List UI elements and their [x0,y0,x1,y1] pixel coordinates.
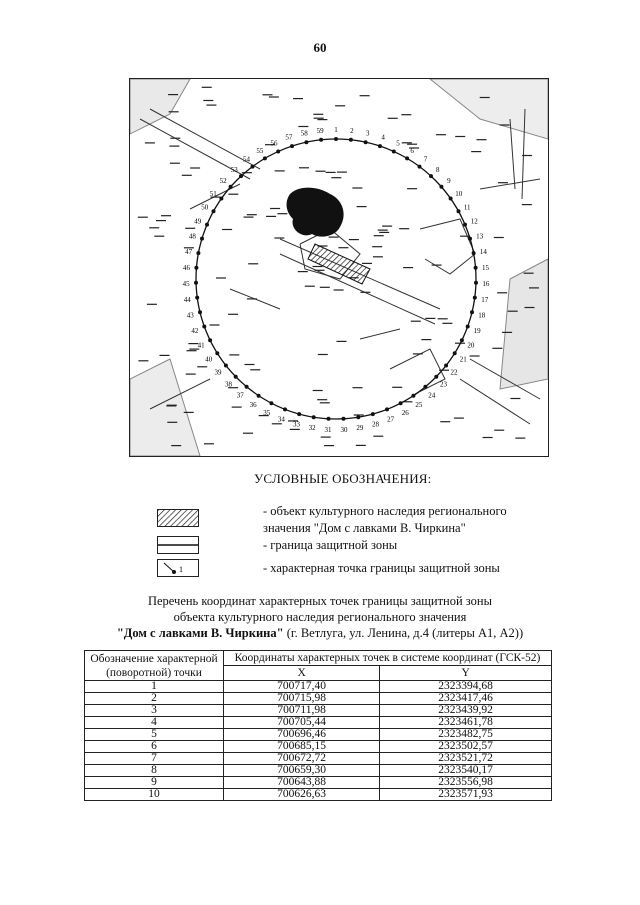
table-cell-y: 2323461,78 [380,717,552,729]
table-cell-y: 2323482,75 [380,729,552,741]
boundary-point-marker [196,251,200,255]
boundary-point-marker [468,237,472,241]
boundary-point-label: 23 [440,380,447,389]
table-cell-x: 700643,88 [224,777,380,789]
boundary-point-marker [474,281,478,285]
boundary-point-marker [356,415,360,419]
boundary-point-marker [198,310,202,314]
table-cell-x: 700685,15 [224,741,380,753]
boundary-point-marker [444,364,448,368]
boundary-point-label: 16 [482,280,490,288]
boundary-point-marker [399,401,403,405]
boundary-point-label: 41 [197,341,205,350]
boundary-point-label: 15 [482,264,489,272]
col-coordinates-header: Координаты характерных точек в системе координат (ГСК-52) [224,651,552,666]
table-cell-n: 7 [85,753,224,765]
table-cell-x: 700717,40 [224,681,380,693]
boundary-point-marker [472,251,476,255]
boundary-point-label: 48 [188,232,196,241]
table-cell-n: 4 [85,717,224,729]
legend-text-point: - характерная точка границы защитной зоны [263,561,500,575]
boundary-point-marker [290,144,294,148]
table-row [85,717,552,729]
table-cell-x: 700715,98 [224,693,380,705]
boundary-point-label: 19 [473,326,481,335]
boundary-point-label: 57 [285,133,293,142]
boundary-point-label: 25 [415,401,423,409]
boundary-point-marker [304,140,308,144]
boundary-point-label: 59 [316,126,324,135]
table-cell-x: 700626,63 [224,789,380,801]
boundary-point-label: 27 [387,415,395,424]
boundary-point-marker [423,385,427,389]
boundary-point-marker [283,407,287,411]
table-caption [0,593,640,641]
legend-text-boundary: - граница защитной зоны [263,538,398,552]
caption-address: (г. Ветлуга, ул. Ленина, д.4 (литеры А1, А2)) [283,626,524,640]
boundary-point-marker [418,165,422,169]
table-cell-x: 700659,30 [224,765,380,777]
col-y-header: Y [380,666,552,681]
boundary-point-label: 9 [447,177,451,186]
boundary-point-label: 1 [334,126,338,134]
table-row [85,765,552,777]
point-marker-label: 1 [179,565,183,574]
table-cell-x: 700696,46 [224,729,380,741]
boundary-point-marker [463,223,467,227]
table-row [85,777,552,789]
boundary-point-marker [385,407,389,411]
boundary-point-label: 35 [263,409,271,418]
boundary-point-label: 31 [324,425,332,434]
boundary-point-label: 20 [467,341,475,350]
boundary-point-marker [212,209,216,213]
boundary-point-label: 32 [308,424,316,433]
table-cell-x: 700705,44 [224,717,380,729]
boundary-point-label: 6 [410,146,414,155]
boundary-point-label: 17 [481,295,489,304]
boundary-point-label: 34 [277,415,285,424]
boundary-point-label: 45 [182,280,190,288]
table-row [85,753,552,765]
map-svg [130,79,548,456]
table-cell-y: 2323556,98 [380,777,552,789]
table-cell-n: 1 [85,681,224,693]
boundary-point-marker [194,266,198,270]
table-cell-x: 700672,72 [224,753,380,765]
table-row [85,729,552,741]
boundary-point-label: 51 [209,189,217,198]
boundary-point-label: 47 [185,248,193,257]
boundary-point-marker [219,197,223,201]
table-cell-x: 700711,98 [224,705,380,717]
boundary-point-label: 5 [396,139,400,148]
boundary-point-label: 37 [236,391,244,400]
table-cell-y: 2323439,92 [380,705,552,717]
boundary-point-label: 50 [201,203,209,212]
col-point-header: Обозначение характерной (поворотной) точки [85,651,224,681]
page-number: 60 [313,40,327,55]
boundary-point-label: 52 [219,177,227,186]
boundary-point-label: 21 [459,355,467,364]
table-cell-n: 9 [85,777,224,789]
boundary-line-icon [157,536,199,554]
boundary-point-marker [378,144,382,148]
boundary-point-marker [470,310,474,314]
boundary-point-marker [466,325,470,329]
table-row [85,693,552,705]
boundary-point-label: 13 [476,232,484,241]
boundary-point-label: 55 [256,146,264,155]
boundary-point-marker [234,375,238,379]
boundary-point-marker [245,385,249,389]
point-marker-icon [157,559,199,577]
table-cell-y: 2323540,17 [380,765,552,777]
hatched-box-icon [157,509,199,527]
boundary-point-marker [429,174,433,178]
boundary-point-label: 26 [401,409,409,418]
boundary-point-label: 24 [428,391,436,400]
boundary-point-marker [205,223,209,227]
protection-zone-map [129,78,549,457]
caption-line-3 [0,625,640,641]
boundary-point-label: 14 [479,248,487,257]
table-cell-n: 10 [85,789,224,801]
boundary-point-label: 29 [356,424,364,433]
boundary-point-label: 33 [293,420,300,429]
boundary-point-marker [392,150,396,154]
boundary-point-label: 54 [243,155,250,164]
table-cell-y: 2323521,72 [380,753,552,765]
boundary-point-label: 53 [230,165,238,174]
boundary-point-marker [457,209,461,213]
table-row [85,705,552,717]
boundary-point-label: 7 [423,155,428,164]
boundary-point-label: 2 [350,126,354,135]
boundary-point-label: 39 [214,368,222,377]
boundary-point-marker [208,338,212,342]
boundary-point-marker [297,412,301,416]
boundary-point-marker [460,338,464,342]
boundary-point-label: 46 [183,264,190,272]
boundary-point-label: 11 [463,203,471,212]
boundary-point-marker [334,137,338,141]
boundary-point-marker [195,296,199,300]
boundary-point-marker [276,150,280,154]
table-cell-y: 2323502,57 [380,741,552,753]
boundary-point-marker [239,174,243,178]
boundary-point-label: 28 [372,420,379,429]
table-cell-n: 8 [85,765,224,777]
boundary-point-marker [312,415,316,419]
boundary-point-label: 56 [270,139,278,148]
boundary-point-marker [473,296,477,300]
table-row [85,741,552,753]
boundary-point-label: 42 [191,326,199,335]
caption-line-2: объекта культурного наследия регионального значения [173,610,467,624]
boundary-point-label: 36 [249,401,257,409]
boundary-point-label: 44 [183,295,191,304]
boundary-point-marker [224,364,228,368]
boundary-point-label: 18 [478,311,486,320]
boundary-point-marker [405,156,409,160]
boundary-point-label: 8 [435,165,440,174]
boundary-point-marker [411,394,415,398]
boundary-point-marker [449,197,453,201]
boundary-point-marker [269,401,273,405]
table-cell-y: 2323394,68 [380,681,552,693]
boundary-point-label: 22 [450,368,458,377]
boundary-point-marker [215,351,219,355]
boundary-point-marker [251,165,255,169]
boundary-point-label: 43 [186,311,194,320]
boundary-point-marker [200,237,204,241]
boundary-point-label: 3 [365,129,370,138]
boundary-point-marker [263,156,267,160]
boundary-point-marker [371,412,375,416]
boundary-point-marker [319,138,323,142]
boundary-point-marker [327,417,331,421]
table-row [85,789,552,801]
legend-title: УСЛОВНЫЕ ОБОЗНАЧЕНИЯ: [254,471,432,486]
boundary-point-marker [349,138,353,142]
boundary-point-marker [194,281,198,285]
table-cell-n: 2 [85,693,224,705]
table-cell-n: 3 [85,705,224,717]
boundary-point-marker [342,417,346,421]
boundary-point-label: 4 [381,133,385,142]
caption-object-name: "Дом с лавками В. Чиркина" [116,626,284,640]
boundary-point-marker [474,266,478,270]
col-x-header: X [224,666,380,681]
boundary-point-label: 10 [455,189,463,198]
table-cell-n: 6 [85,741,224,753]
boundary-point-label: 38 [225,380,232,389]
table-row [85,681,552,693]
boundary-point-marker [202,325,206,329]
table-cell-n: 5 [85,729,224,741]
boundary-point-marker [229,185,233,189]
coordinates-table [84,650,552,801]
boundary-point-label: 12 [470,217,478,226]
boundary-point-label: 40 [205,355,213,364]
caption-line-1: Перечень координат характерных точек границы защитной зоны [147,594,493,608]
legend-text-heritage: - объект культурного наследия регионального значения "Дом с лавками В. Чиркина" [263,504,507,535]
boundary-point-marker [257,394,261,398]
table-cell-y: 2323417,46 [380,693,552,705]
boundary-point-marker [434,375,438,379]
boundary-point-label: 58 [300,129,308,138]
boundary-point-label: 30 [340,425,348,434]
boundary-point-marker [364,140,368,144]
boundary-point-marker [453,351,457,355]
boundary-point-marker [439,185,443,189]
boundary-point-label: 49 [194,217,202,226]
table-cell-y: 2323571,93 [380,789,552,801]
